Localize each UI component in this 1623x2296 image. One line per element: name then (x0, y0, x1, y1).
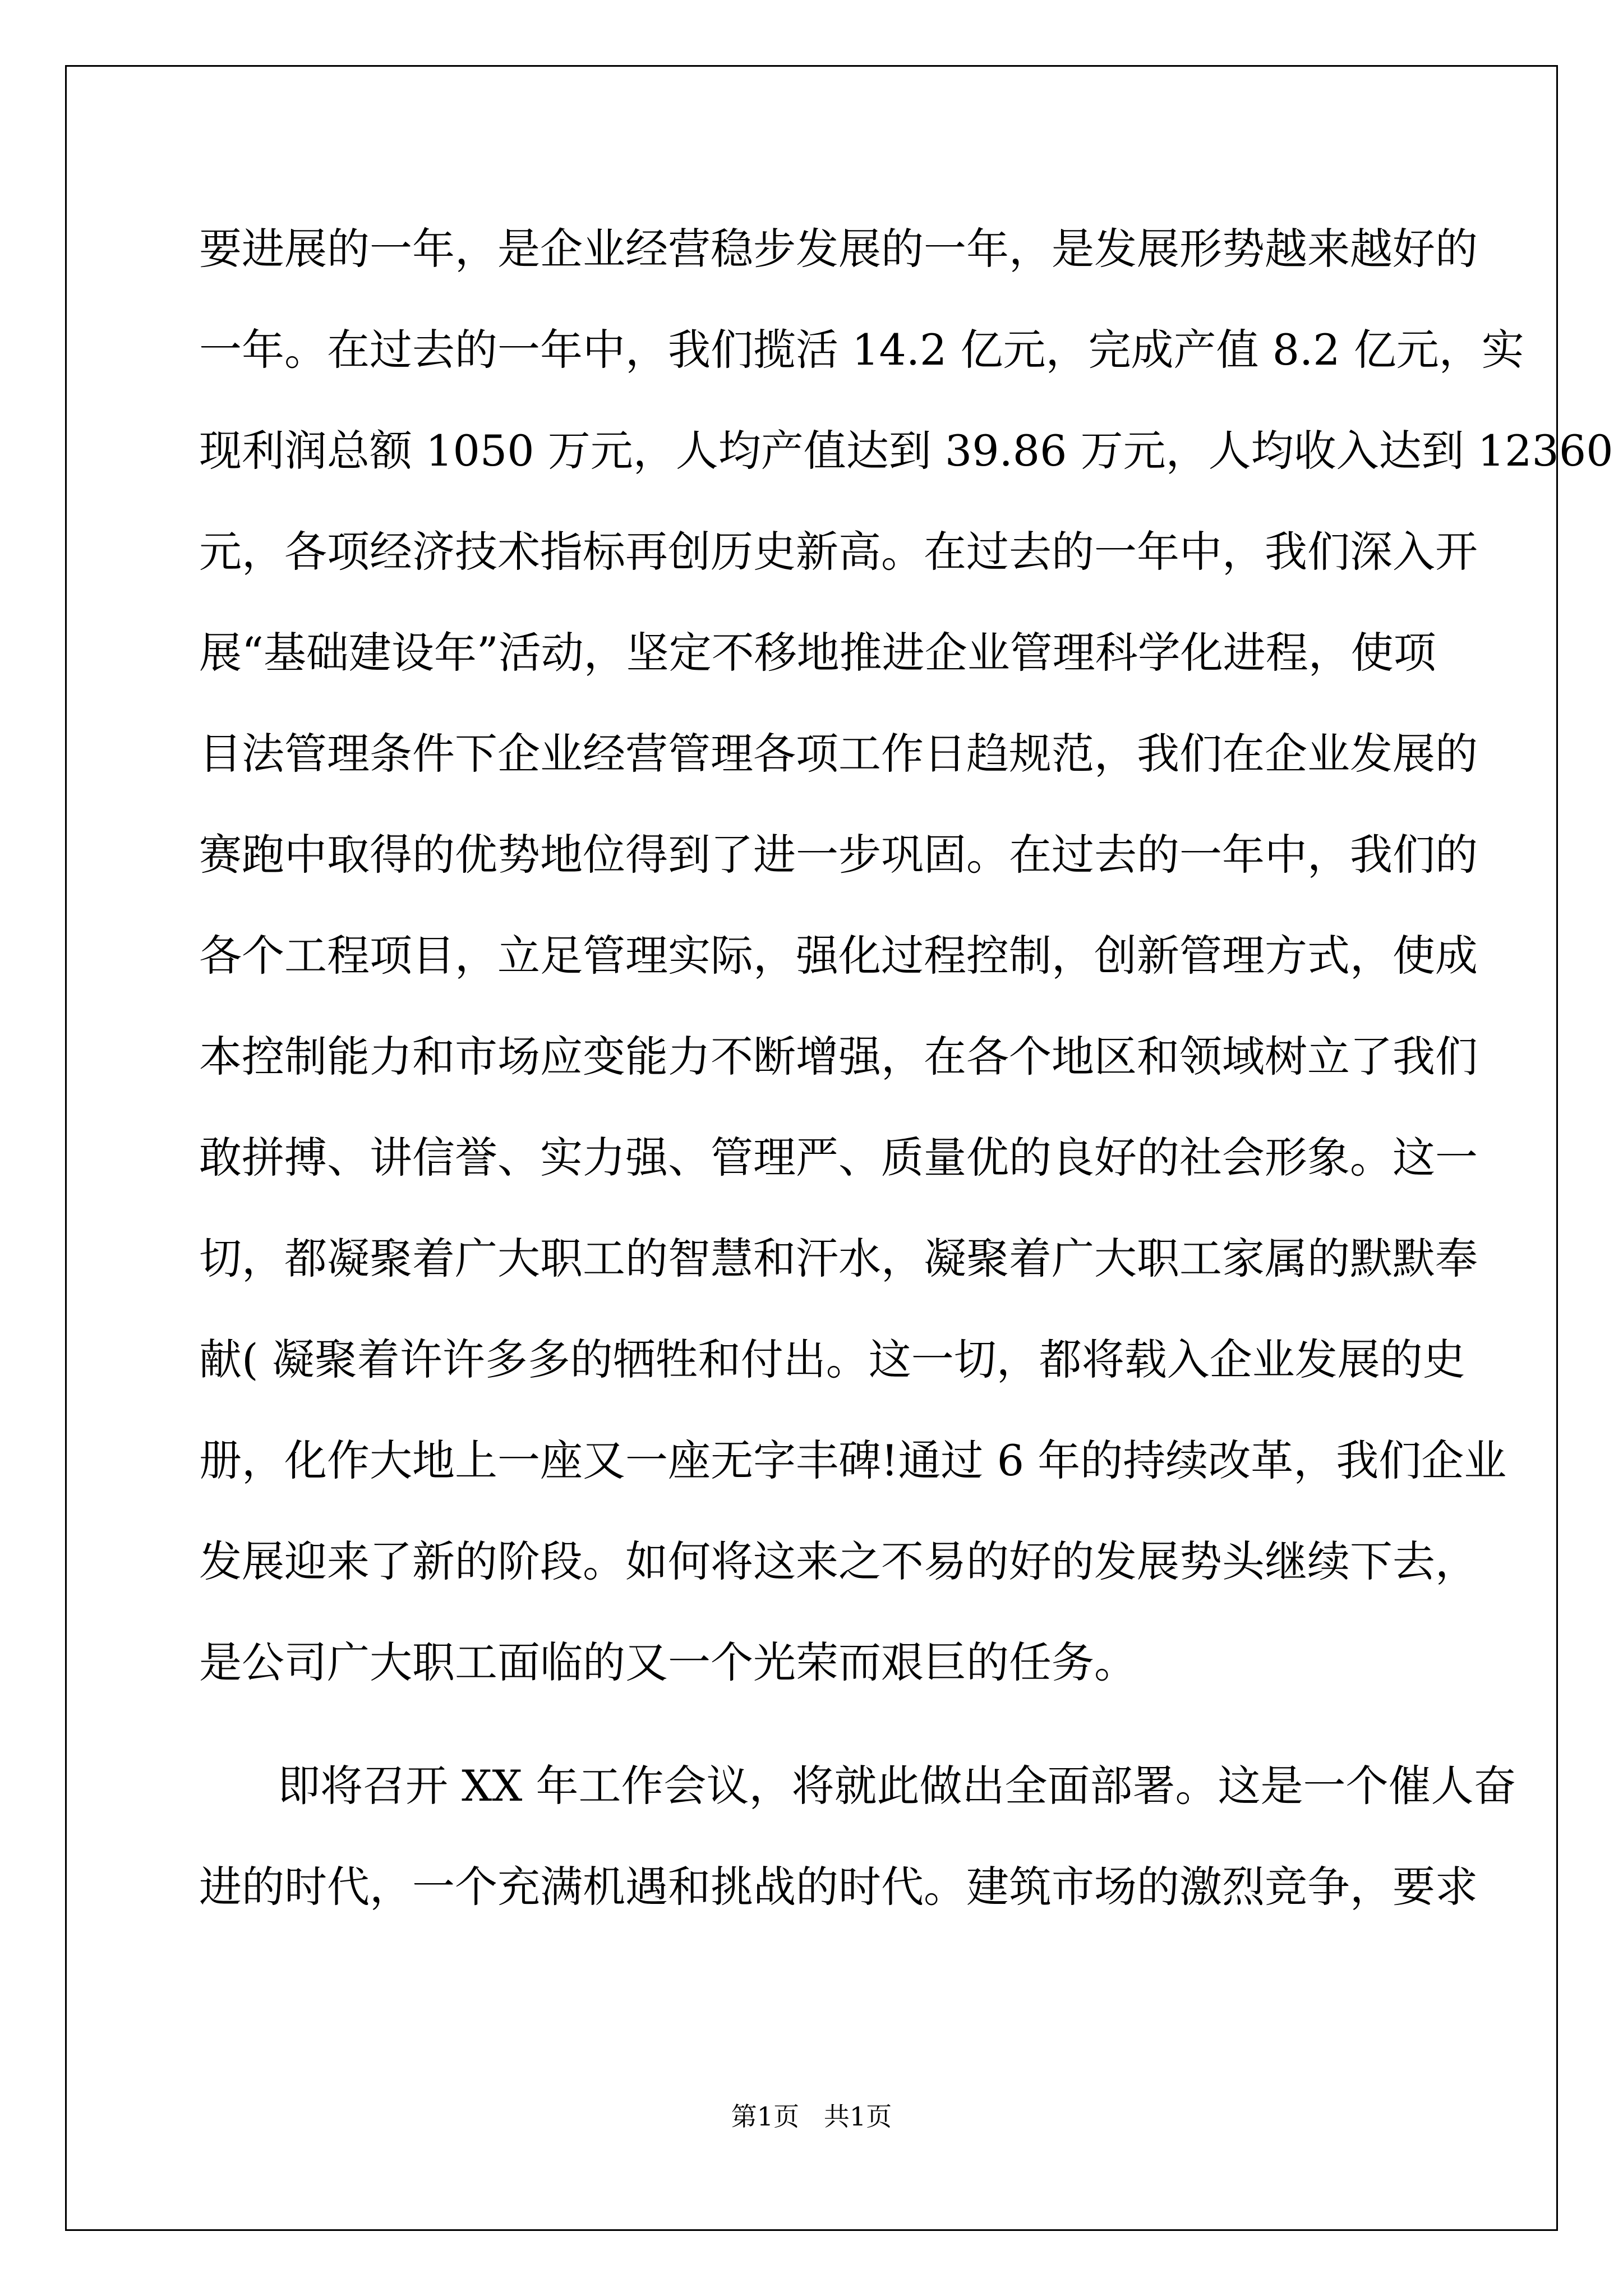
text-line: 献( 凝聚着许许多多的牺牲和付出。这一切，都将载入企业发展的史 (199, 1335, 1465, 1384)
text-line: 本控制能力和市场应变能力不断增强，在各个地区和领域树立了我们 (199, 1032, 1478, 1082)
text-line: 切，都凝聚着广大职工的智慧和汗水，凝聚着广大职工家属的默默奉 (199, 1234, 1478, 1283)
text-line: 进的时代，一个充满机遇和挑战的时代。建筑市场的激烈竞争，要求 (199, 1862, 1478, 1912)
text-line: 赛跑中取得的优势地位得到了进一步巩固。在过去的一年中，我们的 (199, 830, 1478, 880)
text-line: 要进展的一年，是企业经营稳步发展的一年，是发展形势越来越好的 (199, 224, 1478, 274)
text-line: 元，各项经济技术指标再创历史新高。在过去的一年中，我们深入开 (199, 527, 1478, 577)
text-line: 目法管理条件下企业经营管理各项工作日趋规范，我们在企业发展的 (199, 729, 1478, 779)
page-footer: 第1页 共1页 (731, 2101, 892, 2132)
text-line: 现利润总额 1050 万元，人均产值达到 39.86 万元，人均收入达到 12360 (199, 426, 1613, 476)
text-line: 一年。在过去的一年中，我们揽活 14.2 亿元，完成产值 8.2 亿元，实 (199, 325, 1524, 375)
text-line: 展“基础建设年”活动，坚定不移地推进企业管理科学化进程，使项 (199, 628, 1436, 678)
text-line: 册，化作大地上一座又一座无字丰碑!通过 6 年的持续改革，我们企业 (199, 1435, 1507, 1485)
text-line: 各个工程项目，立足管理实际，强化过程控制，创新管理方式，使成 (199, 931, 1478, 981)
text-line: 是公司广大职工面临的又一个光荣而艰巨的任务。 (199, 1637, 1137, 1687)
text-line: 发展迎来了新的阶段。如何将这来之不易的好的发展势头继续下去， (199, 1536, 1478, 1586)
text-line: 敢拼搏、讲信誉、实力强、管理严、质量优的良好的社会形象。这一 (199, 1133, 1478, 1182)
text-line: 即将召开 XX 年工作会议，将就此做出全面部署。这是一个催人奋 (278, 1761, 1516, 1811)
